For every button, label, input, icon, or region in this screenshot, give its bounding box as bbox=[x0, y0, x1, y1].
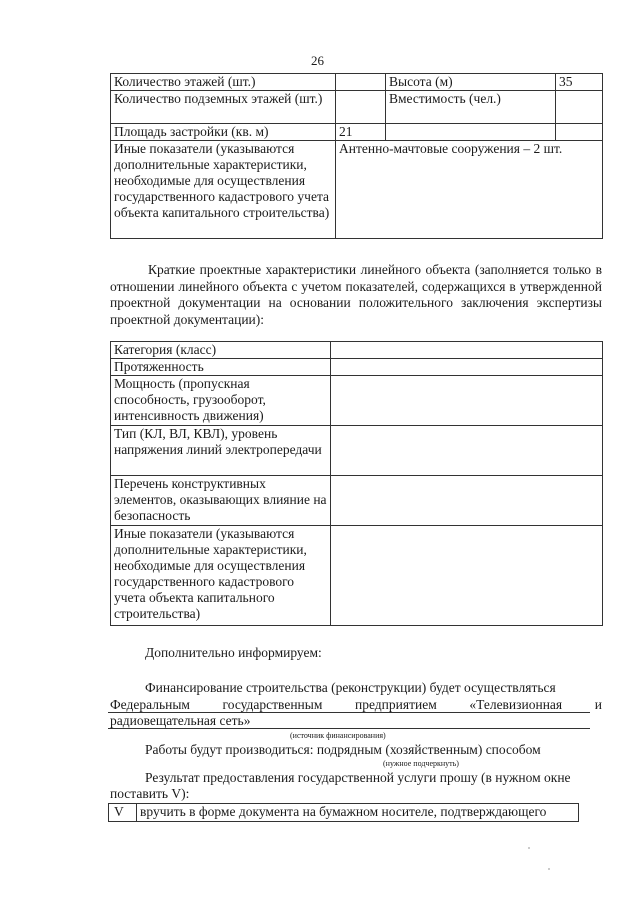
table-cell bbox=[331, 359, 603, 376]
table-cell: Антенно-мачтовые сооружения – 2 шт. bbox=[336, 141, 603, 239]
table-cell: Категория (класс) bbox=[111, 342, 331, 359]
table-cell bbox=[556, 91, 603, 124]
financing-word: «Телевизионная bbox=[469, 697, 563, 712]
table-cell bbox=[331, 376, 603, 426]
works-method-caption: (нужное подчеркнуть) bbox=[383, 759, 459, 768]
table-cell bbox=[331, 476, 603, 526]
linear-object-intro: Краткие проектные характеристики линейного объекта (заполняется только в отношении линейного объекта с учетом показателей, содержащихся в утвержденной проектной документации на основании положительного заключения экспертизы проектной документации): bbox=[110, 262, 602, 327]
financing-word: и bbox=[594, 697, 602, 712]
table-cell bbox=[336, 74, 386, 91]
table-cell: Иные показатели (указываются дополнительные характеристики, необходимые для осуществления государственного кадастрового учета объекта капитального строительства) bbox=[111, 526, 331, 626]
linear-object-table bbox=[110, 341, 603, 626]
scan-speck bbox=[528, 847, 530, 849]
table-cell: 21 bbox=[336, 124, 386, 141]
table-cell bbox=[331, 426, 603, 476]
financing-underline bbox=[108, 728, 590, 729]
table-cell: Количество подземных этажей (шт.) bbox=[111, 91, 336, 124]
additional-info-heading: Дополнительно информируем: bbox=[145, 645, 322, 660]
table-cell: 35 bbox=[556, 74, 603, 91]
result-line: Результат предоставления государственной услуги прошу (в нужном окне bbox=[145, 770, 571, 785]
table-cell bbox=[336, 91, 386, 124]
page-number: 26 bbox=[311, 53, 324, 68]
financing-source-end: радиовещательная сеть» bbox=[110, 713, 251, 728]
financing-source-words bbox=[110, 697, 602, 713]
table-cell bbox=[556, 124, 603, 141]
result-option-text: вручить в форме документа на бумажном носителе, подтверждающего bbox=[137, 804, 579, 822]
table-cell bbox=[331, 526, 603, 626]
result-line-continued: поставить V): bbox=[110, 786, 190, 801]
scan-speck bbox=[548, 868, 550, 870]
result-option-mark: V bbox=[109, 804, 137, 822]
table-cell: Мощность (пропускная способность, грузооборот, интенсивность движения) bbox=[111, 376, 331, 426]
table-cell: Тип (КЛ, ВЛ, КВЛ), уровень напряжения линий электропередачи bbox=[111, 426, 331, 476]
financing-line: Финансирование строительства (реконструкции) будет осуществляться bbox=[145, 680, 556, 695]
financing-word: предприятием bbox=[355, 697, 437, 712]
result-option-table bbox=[108, 803, 579, 822]
table-cell bbox=[331, 342, 603, 359]
table-cell: Количество этажей (шт.) bbox=[111, 74, 336, 91]
table-cell bbox=[386, 124, 556, 141]
table-cell: Вместимость (чел.) bbox=[386, 91, 556, 124]
table-cell: Перечень конструктивных элементов, оказывающих влияние на безопасность bbox=[111, 476, 331, 526]
table-cell: Площадь застройки (кв. м) bbox=[111, 124, 336, 141]
works-method-line: Работы будут производиться: подрядным (хозяйственным) способом bbox=[145, 742, 541, 757]
financing-caption: (источник финансирования) bbox=[290, 731, 386, 740]
financing-word: Федеральным bbox=[110, 697, 190, 712]
object-characteristics-table bbox=[110, 73, 603, 239]
table-cell: Протяженность bbox=[111, 359, 331, 376]
financing-word: государственным bbox=[222, 697, 323, 712]
table-cell: Высота (м) bbox=[386, 74, 556, 91]
table-cell: Иные показатели (указываются дополнительные характеристики, необходимые для осуществления государственного кадастрового учета объекта капитального строительства) bbox=[111, 141, 336, 239]
